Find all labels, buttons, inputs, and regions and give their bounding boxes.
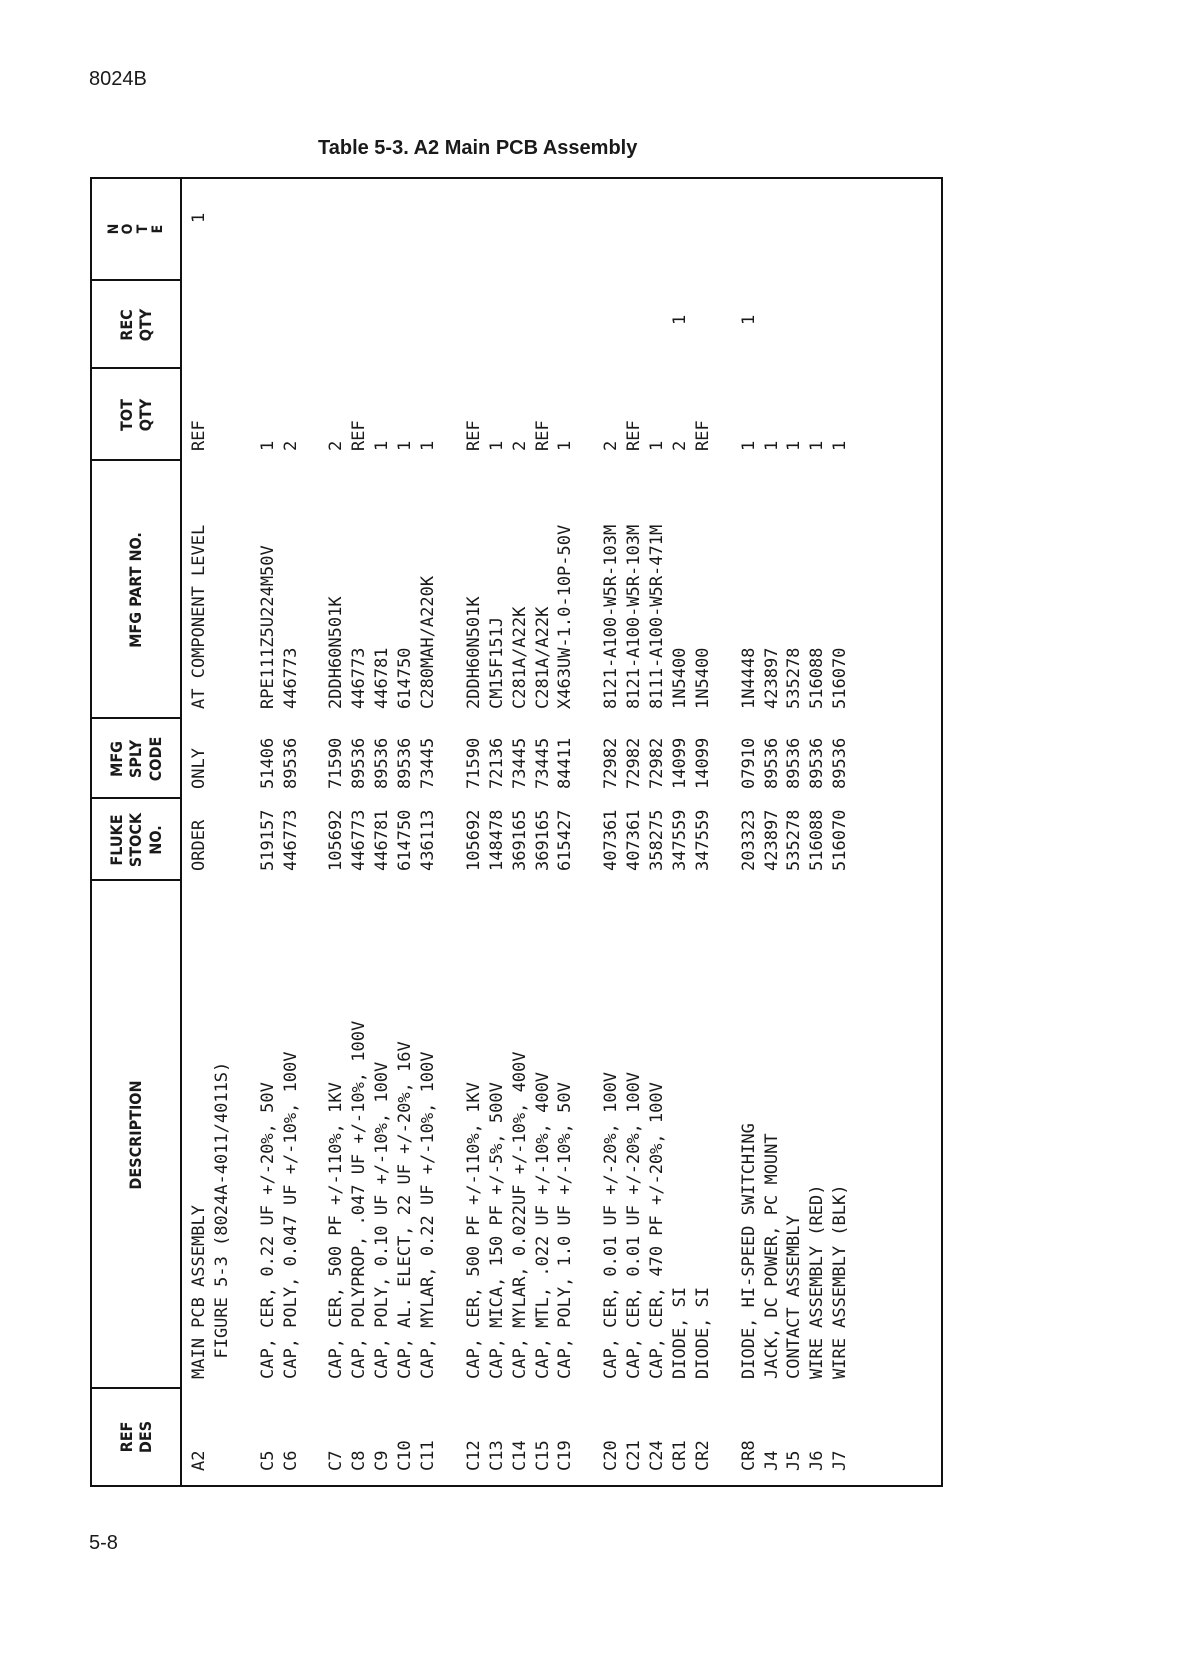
cell-tot-qty: 2 bbox=[326, 440, 347, 451]
cell-tot-qty: 1 bbox=[372, 440, 393, 451]
header-ref-des: REF DES bbox=[116, 1420, 155, 1454]
header-divider bbox=[92, 717, 180, 719]
cell-tot-qty: REF bbox=[189, 420, 209, 451]
header-fluke-stock: FLUKE STOCK NO. bbox=[107, 812, 165, 868]
cell-description: CAP, CER, 470 PF +/-20%, 100V bbox=[647, 1082, 667, 1379]
cell-ref-des: CR1 bbox=[669, 1440, 690, 1471]
header-description: DESCRIPTION bbox=[126, 1080, 146, 1190]
header-mfg-part: MFG PART NO. bbox=[126, 532, 146, 648]
cell-tot-qty: 1 bbox=[555, 440, 576, 451]
cell-mfg-part: C280MAH/A220K bbox=[418, 575, 438, 709]
cell-mfg-part: X463UW-1.0-10P-50V bbox=[555, 524, 576, 709]
cell-fluke-stock: 347559 bbox=[669, 809, 690, 871]
cell-fluke-stock: 535278 bbox=[784, 809, 805, 871]
cell-tot-qty: 1 bbox=[807, 440, 828, 451]
cell-ref-des: C8 bbox=[349, 1450, 370, 1471]
cell-ref-des: C20 bbox=[601, 1440, 622, 1471]
cell-ref-des: C5 bbox=[257, 1450, 278, 1471]
header-rule bbox=[180, 179, 182, 1485]
cell-mfg-sply-code: 73445 bbox=[418, 737, 438, 789]
cell-fluke-stock: 516088 bbox=[807, 809, 828, 871]
cell-ref-des: C11 bbox=[418, 1440, 438, 1471]
cell-description: CAP, CER, 500 PF +/-110%, 1KV bbox=[463, 1082, 484, 1379]
cell-mfg-part: 1N4448 bbox=[738, 647, 759, 709]
header-note: N O T E bbox=[105, 223, 166, 235]
cell-ref-des: CR2 bbox=[692, 1440, 713, 1471]
cell-tot-qty: 1 bbox=[486, 440, 507, 451]
cell-mfg-sply-code: 89536 bbox=[280, 737, 301, 789]
cell-fluke-stock: 407361 bbox=[624, 809, 645, 871]
cell-description: WIRE ASSEMBLY (BLK) bbox=[830, 1184, 851, 1379]
cell-mfg-sply-code: ONLY bbox=[189, 748, 209, 789]
model-number: 8024B bbox=[89, 68, 147, 90]
cell-ref-des: C9 bbox=[372, 1450, 393, 1471]
cell-ref-des: CR8 bbox=[738, 1440, 759, 1471]
cell-fluke-stock: 148478 bbox=[486, 809, 507, 871]
cell-fluke-stock: 446781 bbox=[372, 809, 393, 871]
cell-tot-qty: 1 bbox=[830, 440, 851, 451]
cell-mfg-part: 516070 bbox=[830, 647, 851, 709]
cell-tot-qty: 2 bbox=[669, 440, 690, 451]
cell-description: CAP, MYLAR, 0.022UF +/-10%, 400V bbox=[509, 1051, 530, 1379]
page-number: 5-8 bbox=[89, 1532, 118, 1554]
cell-mfg-sply-code: 14099 bbox=[692, 737, 713, 789]
cell-ref-des: C21 bbox=[624, 1440, 645, 1471]
cell-mfg-sply-code: 72136 bbox=[486, 737, 507, 789]
cell-fluke-stock: 347559 bbox=[692, 809, 713, 871]
header-divider bbox=[92, 367, 180, 369]
cell-description: CAP, POLYPROP, .047 UF +/-10%, 100V bbox=[349, 1020, 370, 1379]
cell-note: 1 bbox=[189, 212, 209, 223]
cell-rec-qty: 1 bbox=[738, 314, 759, 325]
cell-tot-qty: REF bbox=[692, 420, 713, 451]
cell-mfg-sply-code: 89536 bbox=[761, 737, 782, 789]
header-divider bbox=[92, 459, 180, 461]
cell-description: CAP, POLY, 1.0 UF +/-10%, 50V bbox=[555, 1082, 576, 1379]
cell-fluke-stock: 407361 bbox=[601, 809, 622, 871]
cell-mfg-sply-code: 71590 bbox=[326, 737, 347, 789]
cell-fluke-stock: 369165 bbox=[509, 809, 530, 871]
cell-mfg-sply-code: 89536 bbox=[807, 737, 828, 789]
cell-mfg-part: RPE111Z5U224M50V bbox=[257, 545, 278, 709]
cell-tot-qty: REF bbox=[532, 420, 553, 451]
cell-ref-des: C19 bbox=[555, 1440, 576, 1471]
header-divider bbox=[92, 879, 180, 881]
cell-fluke-stock: 423897 bbox=[761, 809, 782, 871]
cell-description: CAP, POLY, 0.047 UF +/-10%, 100V bbox=[280, 1051, 301, 1379]
cell-mfg-part: CM15F151J bbox=[486, 616, 507, 709]
cell-description: DIODE, HI-SPEED SWITCHING bbox=[738, 1123, 759, 1379]
header-tot-qty: TOT QTY bbox=[116, 398, 155, 432]
cell-description: CONTACT ASSEMBLY bbox=[784, 1215, 805, 1379]
cell-tot-qty: 2 bbox=[601, 440, 622, 451]
cell-mfg-sply-code: 73445 bbox=[509, 737, 530, 789]
cell-description: JACK, DC POWER, PC MOUNT bbox=[761, 1133, 782, 1379]
cell-fluke-stock: 105692 bbox=[326, 809, 347, 871]
cell-tot-qty: REF bbox=[624, 420, 645, 451]
cell-description: CAP, MYLAR, 0.22 UF +/-10%, 100V bbox=[418, 1051, 438, 1379]
cell-mfg-sply-code: 72982 bbox=[624, 737, 645, 789]
cell-mfg-part: AT COMPONENT LEVEL bbox=[189, 524, 209, 709]
cell-ref-des: C24 bbox=[647, 1440, 667, 1471]
cell-mfg-sply-code: 89536 bbox=[349, 737, 370, 789]
cell-tot-qty: 1 bbox=[761, 440, 782, 451]
cell-mfg-part: 446773 bbox=[349, 647, 370, 709]
cell-fluke-stock: 614750 bbox=[395, 809, 416, 871]
cell-mfg-sply-code: 07910 bbox=[738, 737, 759, 789]
cell-fluke-stock: 519157 bbox=[257, 809, 278, 871]
cell-ref-des: C13 bbox=[486, 1440, 507, 1471]
cell-mfg-part: 2DDH60N501K bbox=[326, 596, 347, 709]
cell-mfg-part: 516088 bbox=[807, 647, 828, 709]
header-mfg-sply-code: MFG SPLY CODE bbox=[107, 736, 165, 782]
cell-mfg-part: 446773 bbox=[280, 647, 301, 709]
cell-description: CAP, MICA, 150 PF +/-5%, 500V bbox=[486, 1082, 507, 1379]
cell-mfg-sply-code: 51406 bbox=[257, 737, 278, 789]
cell-ref-des: J6 bbox=[807, 1450, 828, 1471]
cell-fluke-stock: 369165 bbox=[532, 809, 553, 871]
header-divider bbox=[92, 1387, 180, 1389]
cell-mfg-sply-code: 71590 bbox=[463, 737, 484, 789]
cell-tot-qty: 2 bbox=[280, 440, 301, 451]
cell-fluke-stock: 516070 bbox=[830, 809, 851, 871]
cell-mfg-part: 535278 bbox=[784, 647, 805, 709]
cell-mfg-part: 1N5400 bbox=[669, 647, 690, 709]
cell-mfg-part: 2DDH60N501K bbox=[463, 596, 484, 709]
cell-rec-qty: 1 bbox=[669, 314, 690, 325]
header-rec-qty: REC QTY bbox=[116, 308, 155, 342]
cell-description: DIODE, SI bbox=[692, 1286, 713, 1379]
cell-fluke-stock: 105692 bbox=[463, 809, 484, 871]
cell-ref-des: J5 bbox=[784, 1450, 805, 1471]
cell-description: CAP, MTL, .022 UF +/-10%, 400V bbox=[532, 1071, 553, 1379]
cell-fluke-stock: ORDER bbox=[189, 819, 209, 871]
cell-tot-qty: REF bbox=[463, 420, 484, 451]
cell-tot-qty: REF bbox=[349, 420, 370, 451]
cell-tot-qty: 2 bbox=[509, 440, 530, 451]
cell-description: DIODE, SI bbox=[669, 1286, 690, 1379]
cell-mfg-sply-code: 73445 bbox=[532, 737, 553, 789]
cell-description: CAP, CER, 0.22 UF +/-20%, 50V bbox=[257, 1082, 278, 1379]
cell-mfg-part: C281A/A22K bbox=[509, 606, 530, 709]
cell-description: FIGURE 5-3 (8024A-4011/4011S) bbox=[211, 1061, 232, 1379]
cell-fluke-stock: 358275 bbox=[647, 809, 667, 871]
cell-mfg-sply-code: 72982 bbox=[601, 737, 622, 789]
header-divider bbox=[92, 797, 180, 799]
cell-tot-qty: 1 bbox=[257, 440, 278, 451]
cell-mfg-sply-code: 84411 bbox=[555, 737, 576, 789]
cell-ref-des: C14 bbox=[509, 1440, 530, 1471]
cell-ref-des: C12 bbox=[463, 1440, 484, 1471]
cell-mfg-sply-code: 72982 bbox=[647, 737, 667, 789]
cell-description: CAP, CER, 500 PF +/-110%, 1KV bbox=[326, 1082, 347, 1379]
cell-ref-des: A2 bbox=[189, 1450, 209, 1471]
cell-description: CAP, POLY, 0.10 UF +/-10%, 100V bbox=[372, 1061, 393, 1379]
cell-ref-des: J7 bbox=[830, 1450, 851, 1471]
cell-mfg-sply-code: 89536 bbox=[830, 737, 851, 789]
cell-description: MAIN PCB ASSEMBLY bbox=[189, 1205, 209, 1379]
cell-ref-des: C6 bbox=[280, 1450, 301, 1471]
cell-description: WIRE ASSEMBLY (RED) bbox=[807, 1184, 828, 1379]
cell-tot-qty: 1 bbox=[647, 440, 667, 451]
cell-tot-qty: 1 bbox=[738, 440, 759, 451]
cell-ref-des: C7 bbox=[326, 1450, 347, 1471]
cell-tot-qty: 1 bbox=[784, 440, 805, 451]
cell-description: CAP, CER, 0.01 UF +/-20%, 100V bbox=[601, 1071, 622, 1379]
cell-tot-qty: 1 bbox=[395, 440, 416, 451]
table-header bbox=[92, 179, 180, 1485]
cell-mfg-part: 614750 bbox=[395, 647, 416, 709]
header-divider bbox=[92, 279, 180, 281]
cell-mfg-sply-code: 89536 bbox=[784, 737, 805, 789]
cell-description: CAP, CER, 0.01 UF +/-20%, 100V bbox=[624, 1071, 645, 1379]
cell-mfg-sply-code: 89536 bbox=[372, 737, 393, 789]
table-caption: Table 5-3. A2 Main PCB Assembly bbox=[318, 137, 638, 159]
parts-table bbox=[90, 177, 943, 1487]
cell-description: CAP, AL. ELECT, 22 UF +/-20%, 16V bbox=[395, 1041, 416, 1379]
cell-fluke-stock: 203323 bbox=[738, 809, 759, 871]
cell-mfg-part: 8121-A100-W5R-103M bbox=[601, 524, 622, 709]
cell-ref-des: C10 bbox=[395, 1440, 416, 1471]
cell-tot-qty: 1 bbox=[418, 440, 438, 451]
cell-fluke-stock: 446773 bbox=[349, 809, 370, 871]
cell-mfg-sply-code: 14099 bbox=[669, 737, 690, 789]
cell-mfg-part: 446781 bbox=[372, 647, 393, 709]
cell-ref-des: J4 bbox=[761, 1450, 782, 1471]
cell-fluke-stock: 615427 bbox=[555, 809, 576, 871]
cell-mfg-part: 8121-A100-W5R-103M bbox=[624, 524, 645, 709]
cell-fluke-stock: 436113 bbox=[418, 809, 438, 871]
cell-mfg-part: 423897 bbox=[761, 647, 782, 709]
cell-ref-des: C15 bbox=[532, 1440, 553, 1471]
cell-mfg-part: C281A/A22K bbox=[532, 606, 553, 709]
cell-mfg-sply-code: 89536 bbox=[395, 737, 416, 789]
cell-fluke-stock: 446773 bbox=[280, 809, 301, 871]
cell-mfg-part: 1N5400 bbox=[692, 647, 713, 709]
cell-mfg-part: 8111-A100-W5R-471M bbox=[647, 524, 667, 709]
